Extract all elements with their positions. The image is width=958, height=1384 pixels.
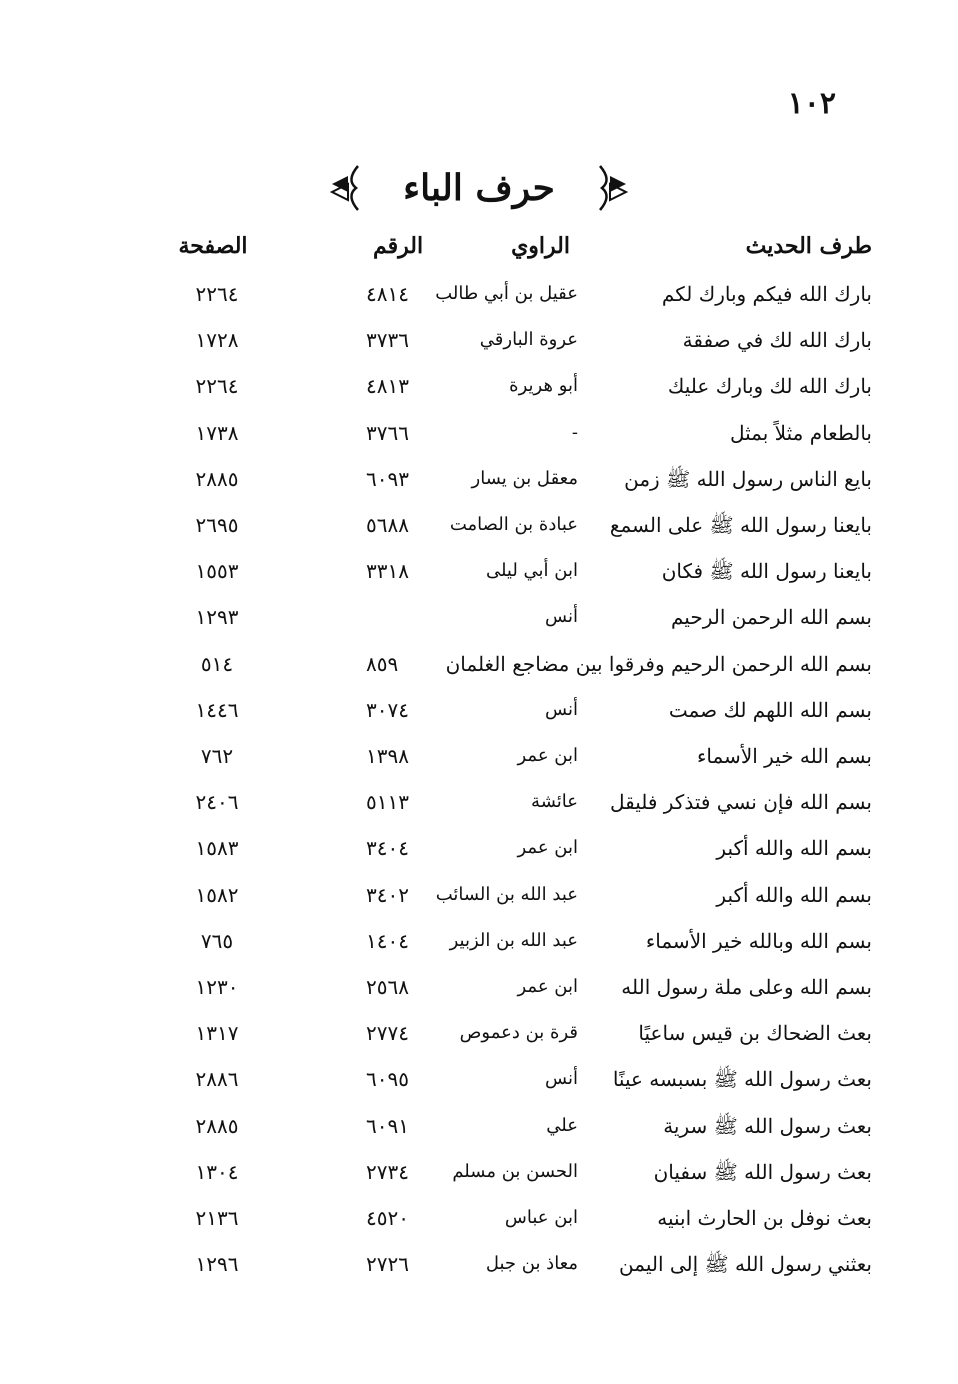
table-row [0, 875, 958, 915]
raqm-text: ٤٨١٣ [366, 374, 409, 398]
raqm-text: ٨٥٩ [366, 652, 399, 676]
raqm-text: ٢٥٦٨ [366, 975, 409, 999]
raqm-text: ١٤٠٤ [366, 929, 409, 953]
table-row [0, 597, 958, 637]
hadith-text: بعث نوفل بن الحارث ابنيه [657, 1206, 872, 1230]
table-row [0, 690, 958, 730]
hadith-text: بسم الله والله أكبر [716, 883, 872, 907]
page-text: ٢٦٩٥ [195, 513, 239, 537]
section-heading [0, 160, 958, 220]
raqm-text: ٦٠٩٥ [366, 1067, 409, 1091]
rawi-text: عبد الله بن السائب [435, 884, 578, 905]
hadith-text: بسم الله وعلى ملة رسول الله [621, 975, 872, 999]
table-row [0, 1198, 958, 1238]
table-row [0, 1152, 958, 1192]
rawi-text: أنس [545, 699, 578, 720]
raqm-text: ٤٨١٤ [366, 282, 409, 306]
rawi-text: معقل بن يسار [471, 468, 578, 489]
rawi-text: عبد الله بن الزبير [449, 930, 578, 951]
raqm-text: ٣٤٠٤ [366, 836, 409, 860]
page-text: ١٢٩٣ [195, 605, 239, 629]
hadith-text: بسم الله والله أكبر [716, 836, 872, 860]
header-hadith: طرف الحديث [745, 233, 872, 259]
table-row [0, 644, 958, 684]
table-row [0, 1013, 958, 1053]
page-text: ١٢٩٦ [195, 1252, 239, 1276]
page-text: ١٥٥٣ [195, 559, 239, 583]
table-row [0, 1059, 958, 1099]
table-row [0, 505, 958, 545]
hadith-text: بسم الله خير الأسماء [697, 744, 872, 768]
table-row [0, 366, 958, 406]
header-page: الصفحة [178, 233, 248, 259]
hadith-text: بارك الله فيكم وبارك لكم [661, 282, 872, 306]
table-row [0, 459, 958, 499]
rawi-text: ابن أبي ليلى [485, 560, 578, 581]
page-text: ٢٢٦٤ [195, 374, 239, 398]
rawi-text: أبو هريرة [509, 375, 578, 396]
page-text: ١٥٨٢ [195, 883, 239, 907]
table-row [0, 413, 958, 453]
raqm-text: ٥١١٣ [366, 790, 409, 814]
rawi-text: الحسن بن مسلم [452, 1161, 578, 1182]
rawi-text: ابن عمر [517, 837, 578, 858]
table-header [0, 226, 958, 266]
table-row [0, 782, 958, 822]
page-number: ١٠٢ [787, 86, 836, 121]
page-text: ٥١٤ [200, 652, 234, 676]
raqm-text: ٢٧٢٦ [366, 1252, 409, 1276]
hadith-text: بارك الله لك وبارك عليك [667, 374, 872, 398]
page-text: ١٥٨٣ [195, 836, 239, 860]
hadith-text: بسم الله الرحمن الرحيم [670, 605, 872, 629]
hadith-text: بسم الله وبالله خير الأسماء [645, 929, 872, 953]
rawi-text: علي [546, 1115, 578, 1136]
rawi-text: ابن عمر [517, 745, 578, 766]
table-row [0, 1106, 958, 1146]
hadith-text: بسم الله فإن نسي فتذكر فليقل [609, 790, 872, 814]
raqm-text: ٥٦٨٨ [366, 513, 409, 537]
ornament-icon [328, 162, 362, 214]
table-row [0, 921, 958, 961]
page-text: ٧٦٥ [200, 929, 234, 953]
hadith-text: بسم الله اللهم لك صمت [668, 698, 872, 722]
raqm-text: ٣٧٦٦ [366, 421, 409, 445]
raqm-text: ٤٥٢٠ [366, 1206, 409, 1230]
raqm-text: ١٣٩٨ [366, 744, 409, 768]
page-text: ٢١٣٦ [195, 1206, 239, 1230]
table-row [0, 551, 958, 591]
raqm-text: ٢٧٣٤ [366, 1160, 409, 1184]
rawi-text: عروة البارقي [479, 329, 578, 350]
table-row [0, 320, 958, 360]
raqm-text: ٣٠٧٤ [366, 698, 409, 722]
page-text: ٢٨٨٥ [195, 1114, 239, 1138]
page-text: ٢٨٨٦ [195, 1067, 239, 1091]
hadith-text: بارك الله لك في صفقة [682, 328, 872, 352]
header-raqm: الرقم [372, 233, 424, 259]
rawi-text: عائشة [531, 791, 578, 812]
raqm-text: ٣٣١٨ [366, 559, 409, 583]
raqm-text: ٦٠٩٣ [366, 467, 409, 491]
header-rawi: الراوي [511, 233, 570, 259]
hadith-text: بعث رسول الله ﷺ بسبسه عينًا [612, 1067, 872, 1091]
raqm-text: ٣٧٣٦ [366, 328, 409, 352]
page-text: ١٧٢٨ [195, 328, 239, 352]
rawi-text: - [571, 422, 578, 443]
raqm-text: ٢٧٧٤ [366, 1021, 409, 1045]
hadith-text: بايعنا رسول الله ﷺ على السمع [609, 513, 872, 537]
hadith-text: بالطعام مثلاً بمثل [730, 421, 872, 445]
page-text: ١٣١٧ [195, 1021, 239, 1045]
section-title: حرف الباء [403, 167, 555, 209]
table-row [0, 1244, 958, 1284]
page-text: ٢٤٠٦ [195, 790, 239, 814]
page-text: ١٣٠٤ [195, 1160, 239, 1184]
hadith-text: بعث الضحاك بن قيس ساعيًا [638, 1021, 872, 1045]
page-text: ١٢٣٠ [195, 975, 239, 999]
page-text: ١٧٣٨ [195, 421, 239, 445]
table-row [0, 274, 958, 314]
hadith-text: بعث رسول الله ﷺ سرية [663, 1114, 872, 1138]
hadith-text: بسم الله الرحمن الرحيم وفرقوا بين مضاجع الغلمان [445, 652, 872, 676]
hadith-text: بايع الناس رسول الله ﷺ زمن [624, 467, 872, 491]
rawi-text: ابن عباس [504, 1207, 578, 1228]
rawi-text: عقيل بن أبي طالب [435, 283, 578, 304]
page-text: ٧٦٢ [200, 744, 234, 768]
raqm-text: ٣٤٠٢ [366, 883, 409, 907]
rawi-text: أنس [545, 1068, 578, 1089]
raqm-text: ٦٠٩١ [366, 1114, 409, 1138]
table-row [0, 828, 958, 868]
hadith-text: بعث رسول الله ﷺ سفيان [653, 1160, 872, 1184]
page-text: ٢٨٨٥ [195, 467, 239, 491]
table-row [0, 736, 958, 776]
rawi-text: أنس [545, 606, 578, 627]
rawi-text: ابن عمر [517, 976, 578, 997]
hadith-text: بعثني رسول الله ﷺ إلى اليمن [619, 1252, 872, 1276]
hadith-text: بايعنا رسول الله ﷺ فكان [661, 559, 872, 583]
table-row [0, 967, 958, 1007]
rawi-text: عبادة بن الصامت [449, 514, 578, 535]
page-text: ١٤٤٦ [195, 698, 239, 722]
rawi-text: معاذ بن جبل [485, 1253, 578, 1274]
rawi-text: قرة بن دعموص [459, 1022, 578, 1043]
page-text: ٢٢٦٤ [195, 282, 239, 306]
